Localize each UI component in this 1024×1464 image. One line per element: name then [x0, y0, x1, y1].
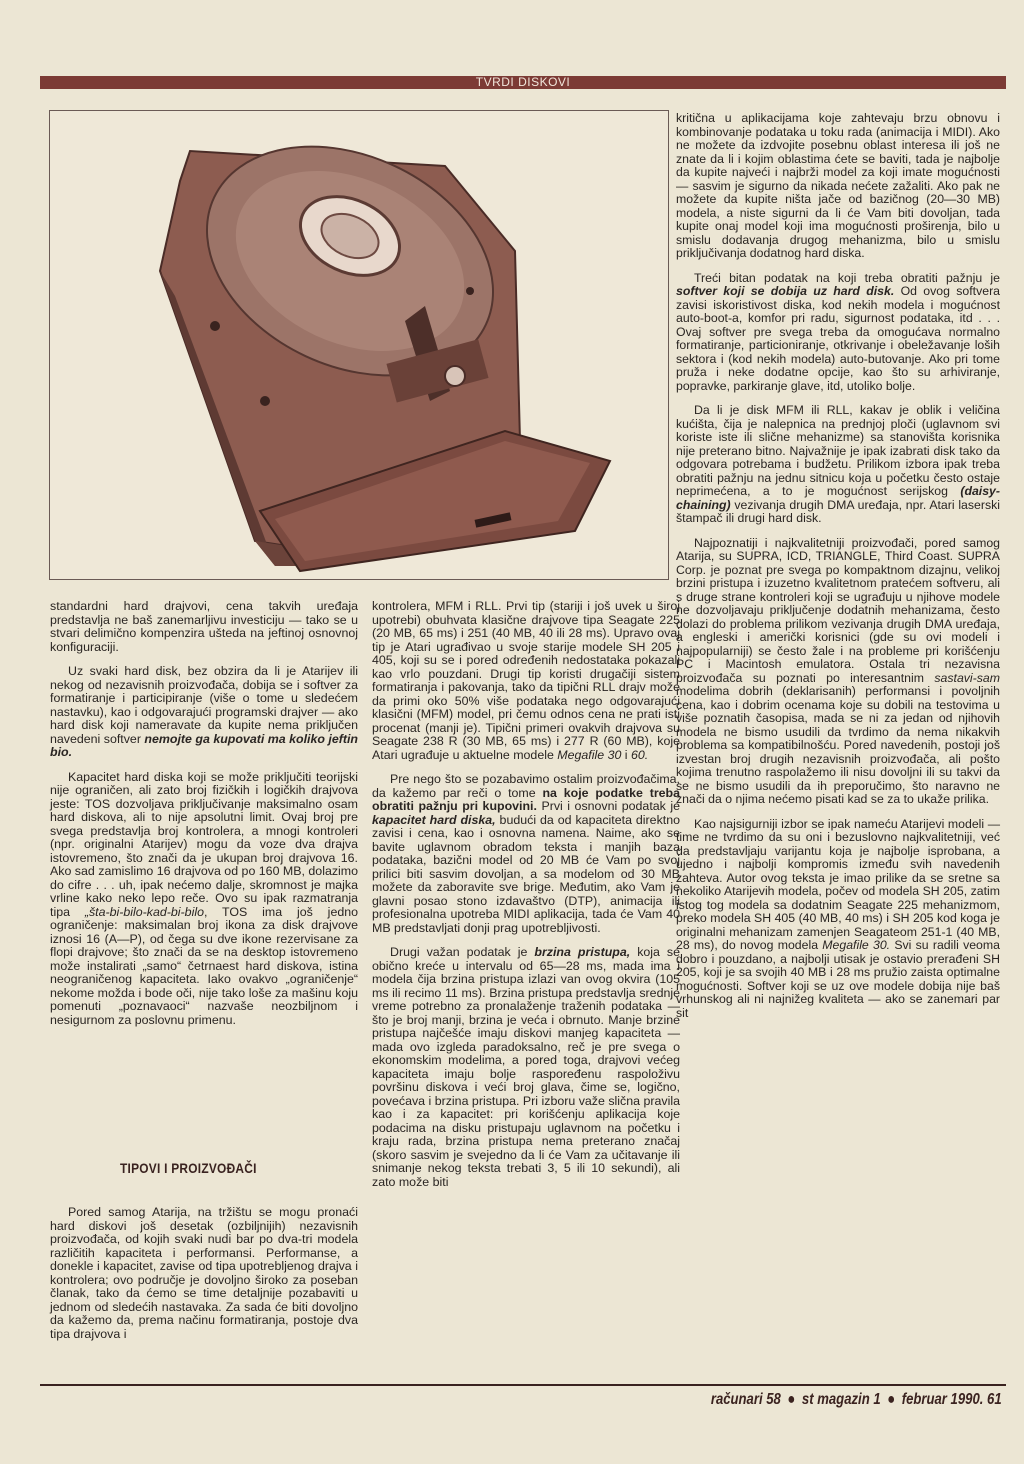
paragraph: Kapacitet hard diska koji se može priključiti teorijski nije ograničen, ali zato broj fizičkih i logičkih drajvova jeste: TOS dozvoljava priključivanje maksimalno osam hard diskova, ali to nije apsolutni limit. Ovaj broj pre svega predstavlja broj kontrolera, a mnogi kontroleri (npr. originalni Atarijev) mogu da voze dva drajva istovremeno, što znači da je ukupan broj drajvova 16. Ako sad zamislimo 16 drajvova od po 160 MB, dolazimo do cifre . . . uh, ipak nećemo dalje, skromnost je majka vrline kako neko lepo reče. Ovo su ipak razmatranja tipa „šta-bi-bilo-kad-bi-bilo, TOS ima još jedno ograničenje: maksimalan broj ikona za disk drajvove iznosi 16 (A—P), od čega su dve ikone rezervisane za flopi drajvove; što znači da se na desktop istovremeno može instalirati „samo“ četrnaest hard diskova, istina neograničenog kapaciteta. Iako ovakvo „ograničenje“ nekome možda i bode oči, nije tako loše za mašinu koju pomenuti „poznavaoci“ nazvaše neozbiljnom i nesigurnom za poslovnu primenu. [50, 769, 359, 1027]
article-column-3 [676, 112, 1000, 1031]
bullet-icon: ● [887, 1391, 896, 1408]
footer-issue: st magazin 1 [802, 1391, 882, 1408]
paragraph: kontrolera, MFM i RLL. Prvi tip (stariji i još uvek u široj upotrebi) obuhvata klasične drajvove tipa Seagate 225 (20 MB, 65 ms) i 251 (40 MB, 40 ili 28 ms). Upravo ovaj tip je Atari ugrađivao u svoje starije modele SH 205 i 405, koji su se i pored određenih nedostataka pokazali kao vrlo pouzdani. Drugi tip koristi drugačiji sistem formatiranja i pakovanja, tako da tipični RLL drajv može da primi oko 50% više podataka nego odgovarajući klasični (MFM) model, pri čemu odnos cena ne prati isti procenat (manji je). Tipični primeri ovakvih drajvova su Seagate 238 R (30 MB, 65 ms) i 277 R (60 MB), koje Atari ugrađuje u aktuelne modele Megafile 30 i 60. [372, 599, 680, 762]
paragraph: Da li je disk MFM ili RLL, kakav je oblik i veličina kućišta, čija je nalepnica na prednjoj ploči (uglavnom svi koriste iste ili slične mehanizme) sa stanovišta korisnika nije preterano bitno. Najvažnije je ipak izabrati disk tako da odgovara potrebama i budžetu. Prilikom izbora ipak treba obratiti pažnju na jednu sitnicu koja u početku često ostaje neprimećena, a to je mogućnost serijskog (daisy-chaining) vezivanja drugih DMA uređaja, npr. Atari laserski štampač ili drugi hard disk. [676, 403, 1000, 525]
bullet-icon: ● [787, 1391, 796, 1408]
footer-rule [40, 1384, 1006, 1386]
article-column-1 [50, 600, 358, 1038]
paragraph: Kao najsigurniji izbor se ipak nameću Atarijevi modeli — time ne tvrdimo da su oni i bezuslovno najkvalitetniji, već da predstavljaju varijantu koja je najbolje isprobana, a ujedno i najbolji kompromis između svih navedenih zahteva. Autor ovog teksta je imao prilike da se sretne sa nekoliko Atarijevih modela, počev od modela SH 205, zatim istog tog modela sa dodatnim Seagate 225 mehanizmom, preko modela SH 405 (40 MB, 40 ms) i SH 205 kod koga je originalni mehanizam zamenjen Seagateom 251-1 (40 MB, 28 ms), do novog modela Megafile 30. Svi su radili veoma dobro i pouzdano, a najbolji utisak je ostavio prerađeni SH 205, koji je sa svojih 40 MB i 28 ms pružio zaista optimalne mogućnosti. Softver koji se uz ove modele dobija nije baš vrhunskog ali ni najnižeg kvaliteta — ako se zanemari par sit [676, 816, 1000, 1020]
section-heading: TIPOVI I PROIZVOĐAČI [120, 1160, 257, 1176]
section-title: TVRDI DISKOVI [475, 75, 571, 89]
paragraph: Treći bitan podatak na koji treba obratiti pažnju je softver koji se dobija uz hard disk. Od ovog softvera zavisi iskoristivost diska, kod nekih modela i mogućnost auto-boot-a, komfor pri radu, sigurnost podataka, itd . . . Ovaj softver pre svega treba da omogućava normalno formatiranje, particioniranje, otkrivanje i obeležavanje loših sektora i (kod nekih modela) auto-butovanje. Ako pri tome pruža i neke dodatne opcije, kao što su arhiviranje, popravke, parkiranje glave, itd, utoliko bolje. [676, 270, 1001, 393]
paragraph: Najpoznatiji i najkvalitetniji proizvođači, pored samog Atarija, su SUPRA, ICD, TRIANGLE, Third Coast. SUPRA Corp. je poznat pre svega po kompaktnom dizajnu, velikoj brzini pristupa i izuzetno kvalitetnom pratećem softveru, ali s druge strane kontroleri koji se ugrađuju u njihove modele ne dozvoljavaju priključenje dodatnih mehanizama, često dolazi do problema prilikom vezivanja drugih DMA uređaja, a engleski i američki korisnici (gde su ovi modeli i najpopularniji) se često žale i na probleme pri korišćenju PC i Macintosh emulatora. Ostala tri nezavisna proizvođača su poznati po interesantnim sastavi-sam modelima dobrih (deklarisanih) performansi i povoljnih cena, kao i dobrim ocenama koje su dobili na testovima u više poznatih časopisa, mada se ni za jedan od njihovih modela ne bismo usudili da tvrdimo da nema nikakvih problema sa kompatibilnošću. Pored navedenih, postoji još izvestan broj drugih nezavisnih proizvođača, ali pošto kojima trenutno raspolažemo ili nisu dovoljni ili su takvi da se ne bismo usudili da ih preporučimo, što naravno ne znači da o njima nećemo pisati kad se za to ukaže prilika. [676, 535, 1000, 806]
footer-magazine: računari 58 [711, 1391, 782, 1408]
article-column-2 [372, 600, 680, 1200]
paragraph: kritična u aplikacijama koje zahtevaju brzu obnovu i kombinovanje podataka u toku rada (animacija i MIDI). Ako ne možete da izdvojite posebnu oblast interesa ili još ne znate da li i kojim oblastima ćete se baviti, tada je najbolje da kupite najveći i najbrži model za koji imate mogućnosti — sasvim je sigurno da nikada nećete zažaliti. Ako pak ne možete da kupite ništa jače od bazičnog (20—30 MB) modela, a niste sigurni da li će Vam biti dovoljan, tada kupite onaj model koji ima mogućnosti proširenja, bilo u smislu dodavanja drugog mehanizma, bilo u smislu priključivanja dodatnog hard diska. [676, 111, 1000, 260]
footer-date-page: februar 1990. 61 [902, 1391, 1002, 1408]
section-header-bar [40, 76, 1006, 89]
paragraph: Drugi važan podatak je brzina pristupa, koja se obično kreće u intervalu od 65—28 ms, mada ima i modela čija brzina pristupa izlazi van ovog okvira (105 ms ili recimo 11 ms). Brzina pristupa predstavlja srednje vreme potrebno za pronalaženje traženih podataka — što je broj manji, brzina je veća i obrnuto. Manje brzine pristupa najčešće imaju diskovi manjeg kapaciteta — mada ovo izgleda paradoksalno, reč je pre svega o ekonomskim modelima, a pored toga, drajvovi većeg kapaciteta imaju bolje raspoređenu raspoloživu površinu diskova i veći broj glava, čime se, logično, povećava i brzina pristupa. Pri izboru važe slična pravila kao i za kapacitet: pri korišćenju aplikacija koje podacima na disku pristupaju uglavnom na početku i kraju rada, brzina pristupa nema preterano značaj (skoro sasvim je svejedno da li će Vam za učitavanje ili snimanje nekog teksta trebati 3, 5 ili 10 sekundi), ali zato može biti [372, 945, 681, 1189]
hard-disk-photo [49, 110, 669, 580]
paragraph: standardni hard drajvovi, cena takvih uređaja predstavlja ne baš zanemarljivu investiciju — tako se u stvari delimično kompenzira ušteda na jeftinoj osnovnoj konfiguraciji. [50, 599, 358, 654]
page-footer [711, 1391, 1002, 1409]
article-column-1-continued [50, 1206, 358, 1352]
paragraph: Pre nego što se pozabavimo ostalim proizvođačima, da kažemo par reči o tome na koje podatke treba obratiti pažnju pri kupovini. Prvi i osnovni podatak je kapacitet hard diska, budući da od kapaciteta direktno zavisi i cena, kao i osnovna namena. Naime, ako se bavite uglavnom obradom teksta i manjih baza podataka, bazični model od 20 MB će Vam po svoj prilici biti sasvim dovoljan, a sa modelom od 30 MB možete da zaboravite sve brige. Međutim, ako Vam je glavni posao stono izdavaštvo (DTP), animacija ili profesionalna upotreba MIDI aplikacija, tada će Vam 40 MB predstavljati donji prag upotrebljivosti. [372, 772, 680, 935]
paragraph: Uz svaki hard disk, bez obzira da li je Atarijev ili nekog od nezavisnih proizvođača, dobija se i softver za formatiranje i participiranje (više o tome u sledećem nastavku), kao i odgovarajući programski drajver — ako hard disk koji nameravate da kupite nema priključen navedeni softver nemojte ga kupovati ma koliko jeftin bio. [50, 664, 358, 759]
paragraph: Pored samog Atarija, na tržištu se mogu pronaći hard diskovi još desetak (ozbiljnijih) nezavisnih proizvođača, od kojih svaki nudi bar po dva-tri modela različitih kapaciteta i performansi. Performanse, a donekle i kapacitet, zavise od tipa upotrebljenog drajva i kontrolera; ovo područje je dovoljno široko za poseban članak, tako da ćemo se time detaljnije pozabaviti u jednom od sledećih nastavaka. Za sada će biti dovoljno da kažemo da, prema načinu formatiranja, postoje dva tipa drajvova i [50, 1205, 358, 1341]
hard-disk-illustration [50, 111, 668, 579]
